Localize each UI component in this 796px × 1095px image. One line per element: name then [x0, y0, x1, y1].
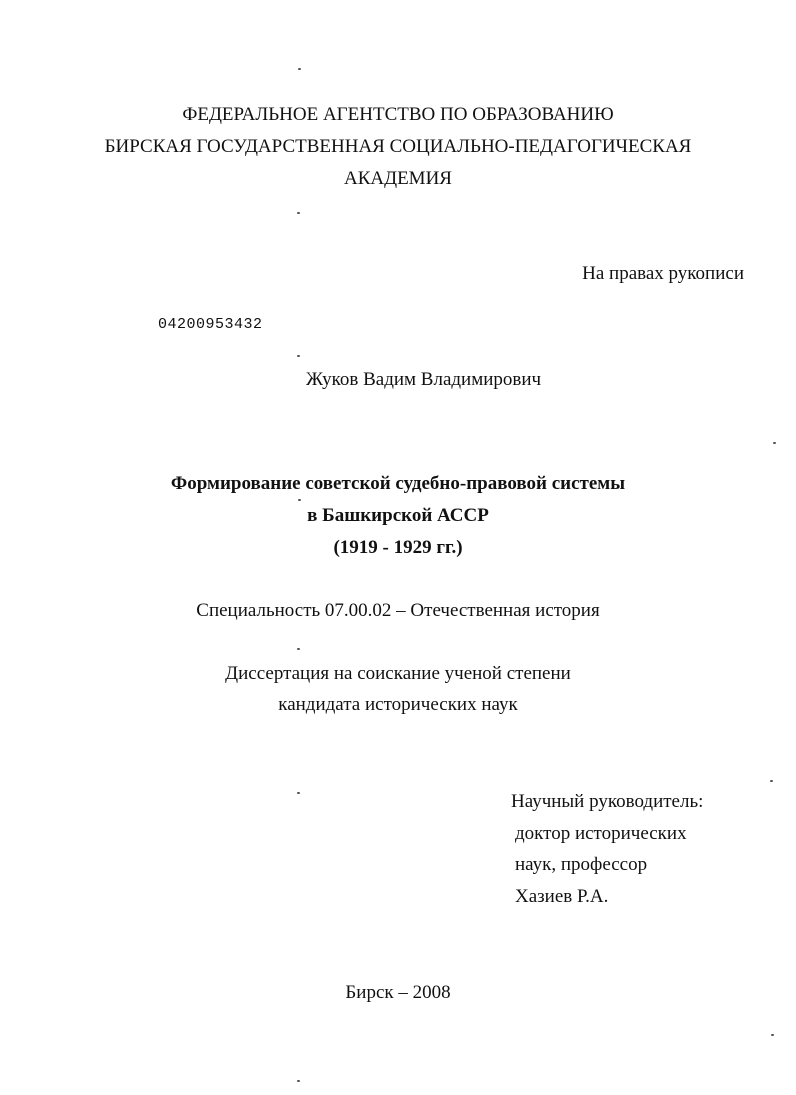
header-line-agency: ФЕДЕРАЛЬНОЕ АГЕНТСТВО ПО ОБРАЗОВАНИЮ — [182, 104, 614, 125]
supervisor-degree: доктор исторических — [515, 823, 687, 844]
scan-speck — [297, 355, 300, 357]
header-line-academy: БИРСКАЯ ГОСУДАРСТВЕННАЯ СОЦИАЛЬНО-ПЕДАГОГИЧЕСКАЯ — [104, 136, 692, 157]
scan-speck — [297, 1080, 300, 1082]
supervisor-title: наук, профессор — [515, 854, 648, 875]
title-line-2: в Башкирской АССР — [307, 505, 489, 526]
scan-speck — [298, 68, 301, 70]
supervisor-heading: Научный руководитель: — [511, 791, 704, 812]
scan-speck — [298, 499, 301, 501]
place-year: Бирск – 2008 — [345, 982, 451, 1003]
author-name: Жуков Вадим Владимирович — [306, 369, 542, 390]
scan-speck — [297, 648, 300, 650]
supervisor-name: Хазиев Р.А. — [515, 886, 609, 907]
registration-number: 04200953432 — [158, 316, 263, 333]
specialty: Специальность 07.00.02 – Отечественная история — [196, 600, 600, 621]
scan-speck — [297, 792, 300, 794]
scan-speck — [297, 212, 300, 214]
scan-speck — [771, 1034, 774, 1036]
scan-speck — [773, 442, 776, 444]
degree-line-2: кандидата исторических наук — [278, 694, 518, 715]
title-line-1: Формирование советской судебно-правовой системы — [170, 473, 626, 494]
rights-note: На правах рукописи — [582, 263, 744, 284]
header-line-academy-end: АКАДЕМИЯ — [344, 168, 452, 189]
degree-line-1: Диссертация на соискание ученой степени — [225, 663, 571, 684]
scan-speck — [770, 780, 773, 782]
title-line-3: (1919 - 1929 гг.) — [333, 537, 463, 558]
